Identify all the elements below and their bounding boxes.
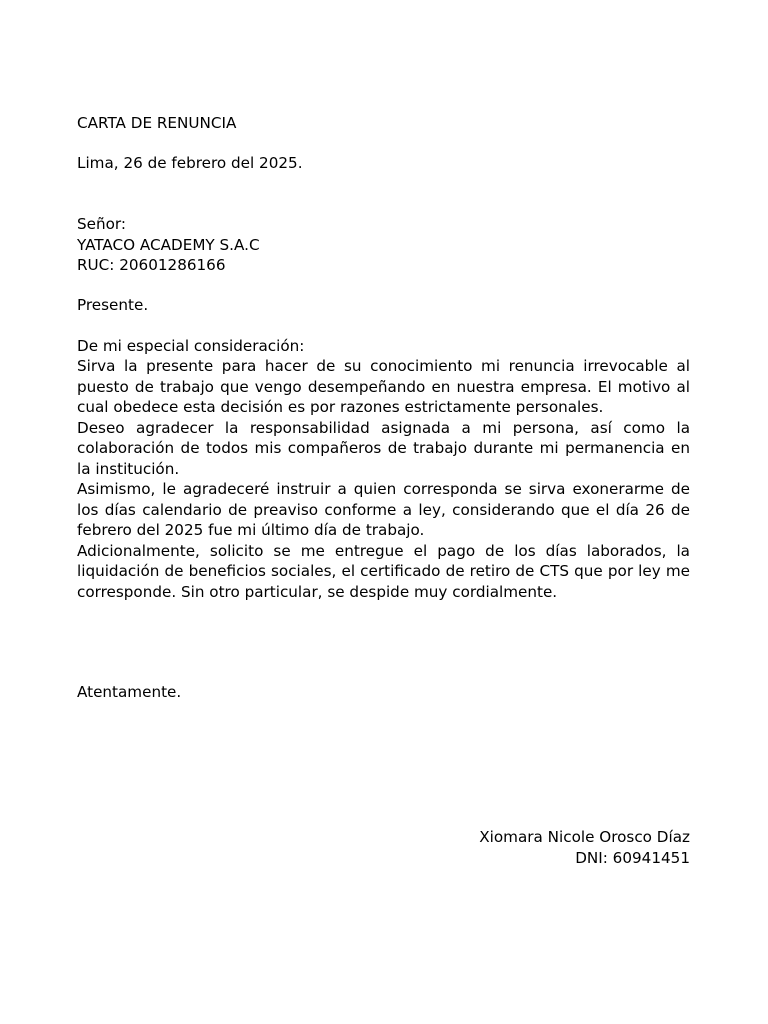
- greeting-text: De mi especial consideración:: [77, 337, 305, 355]
- closing-line: [77, 682, 690, 703]
- signature-dni: DNI: 60941451: [575, 848, 690, 867]
- body-paragraph-3: Asimismo, le agradeceré instruir a quien corresponda se sirva exonerarme de los días calendario de preaviso conforme a ley, considerando que el día 26 de febrero del 2025 fue mi último día de trabajo.: [77, 480, 690, 539]
- letter-body: [77, 356, 690, 602]
- greeting-line: [77, 336, 690, 357]
- date-text: Lima, 26 de febrero del 2025.: [77, 154, 303, 172]
- recipient-block: [77, 214, 690, 276]
- letter-date: [77, 153, 690, 174]
- presente-text: Presente.: [77, 296, 149, 314]
- recipient-salutation: Señor:: [77, 215, 126, 233]
- recipient-ruc: RUC: 20601286166: [77, 256, 226, 274]
- body-paragraph-4: Adicionalmente, solicito se me entregue el pago de los días laborados, la liquidación de beneficios sociales, el certificado de retiro de CTS que por ley me corresponde. Sin otro particular, se despide muy cordialmente.: [77, 541, 690, 601]
- body-paragraph-1: Sirva la presente para hacer de su conocimiento mi renuncia irrevocable al puesto de trabajo que vengo desempeñando en nuestra empresa. El motivo al cual obedece esta decisión es por razones estrictamente personales.: [77, 357, 690, 416]
- signature-block: [479, 827, 690, 868]
- signature-name: Xiomara Nicole Orosco Díaz: [479, 828, 690, 846]
- closing-text: Atentamente.: [77, 683, 182, 701]
- body-paragraph-2: Deseo agradecer la responsabilidad asignada a mi persona, así como la colaboración de todos mis compañeros de trabajo durante mi permanencia en la institución.: [77, 418, 690, 478]
- letter-title: [77, 113, 690, 134]
- recipient-company: YATACO ACADEMY S.A.C: [77, 235, 260, 254]
- presente-line: [77, 295, 690, 316]
- title-text: CARTA DE RENUNCIA: [77, 114, 237, 132]
